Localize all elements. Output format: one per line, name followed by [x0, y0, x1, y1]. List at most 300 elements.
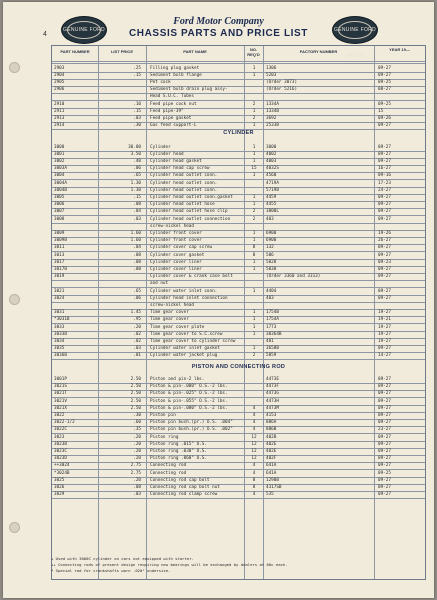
table-row: [52, 158, 425, 165]
cell-name: Cylinder cover liner: [150, 266, 202, 272]
cell-factory: 5859: [266, 353, 277, 359]
cell-year: 09-27: [378, 413, 391, 418]
cell-factory: 2533B: [266, 123, 279, 129]
cell-pn: 3003A: [54, 166, 67, 172]
table-row: [52, 108, 425, 115]
col-header-list-price: LIST PRICE: [110, 49, 133, 54]
cell-factory: 132: [266, 245, 274, 251]
cell-name: Sediment bulb drain plug assy-: [150, 87, 228, 93]
table-row: [52, 426, 425, 433]
cell-qty: 8: [252, 252, 256, 258]
cell-qty: 1: [252, 123, 256, 129]
cell-factory: 4473F: [266, 384, 279, 390]
cell-year: 19-27: [378, 310, 391, 316]
cell-name: Cylinder front cover: [150, 238, 202, 244]
section-title-cylinder: CYLINDER: [223, 130, 254, 136]
cell-year: 09-27: [378, 463, 391, 469]
cell-price: .08: [133, 259, 141, 265]
table-row: [52, 223, 425, 230]
cell-name: Cylinder head outlet conn.: [150, 187, 218, 193]
cell-price: .65: [133, 288, 141, 294]
cell-name: Piston ring .015" O.S.: [150, 441, 207, 447]
cell-pn: 3021S: [54, 384, 67, 390]
table-row: [52, 165, 425, 172]
table-row: [52, 345, 425, 352]
cell-year: 09-27: [378, 441, 391, 447]
cell-name: Feed pipe-39": [150, 108, 184, 114]
cell-pn: 3035: [54, 346, 65, 352]
cell-price: .03: [133, 346, 141, 352]
cell-name: Piston pin bush.(pr.) O.S. .004": [150, 420, 233, 426]
cell-price: .20: [133, 449, 141, 454]
cell-pn: 3023C: [54, 449, 67, 454]
cell-factory: 1773: [266, 324, 277, 330]
cell-factory: 3658B: [266, 346, 279, 352]
table-row: [52, 295, 425, 302]
cell-pn: 3001P: [54, 377, 67, 382]
table-row: [52, 230, 425, 237]
cell-qty: 1: [252, 331, 256, 337]
cell-pn: 3007: [54, 209, 65, 215]
cell-qty: 2: [252, 101, 256, 107]
cell-pn: 3021V: [54, 398, 67, 404]
col-header-no-reqd: NO. REQ'D: [247, 47, 260, 57]
cell-pn: 3023B: [54, 441, 67, 447]
cell-factory: 402F: [266, 456, 277, 462]
cell-year: 09-27: [378, 391, 391, 397]
cell-pn: 3008: [54, 216, 65, 222]
cell-year: 09-27: [378, 295, 391, 301]
cell-price: .95: [133, 317, 141, 323]
cell-factory: 641A: [266, 463, 277, 469]
cell-price: .20: [133, 441, 141, 447]
cell-year: 09-25: [378, 470, 391, 476]
cell-price: 2.50: [130, 405, 141, 411]
cell-factory: 4473H: [266, 398, 279, 404]
cell-price: 2.50: [130, 398, 141, 404]
cell-pn: 2913: [54, 115, 65, 121]
cell-pn: *3024B: [54, 470, 70, 476]
table-row: [52, 237, 425, 244]
table-row: [52, 79, 425, 86]
cell-name: Head S.U.C. Tubes: [150, 94, 194, 100]
cell-qty: 8: [252, 245, 256, 251]
genuine-ford-parts-seal-right: GENUINE FORD PARTS: [332, 16, 378, 44]
cell-qty: 1: [252, 173, 256, 179]
cell-factory: 1334B: [266, 108, 279, 114]
cell-price: .15: [133, 72, 141, 78]
footnote: * Special rod for crankshafts worn .020" undersize.: [51, 568, 171, 573]
cell-factory: (Order 5216): [266, 87, 298, 93]
table-row: [52, 180, 425, 187]
table-row: [52, 462, 425, 469]
cell-price: 2.50: [130, 377, 141, 382]
cell-year: 09-27: [378, 434, 391, 440]
page-number: 4: [43, 31, 47, 38]
cell-qty: 2: [252, 216, 256, 222]
cell-pn: 2903: [54, 65, 65, 71]
cell-factory: 5719B: [266, 187, 279, 193]
cell-year: 09-27: [378, 245, 391, 251]
cell-year: 09-27: [378, 216, 391, 222]
cell-year: 09-27: [378, 202, 391, 208]
cell-pn: *3031B: [54, 317, 70, 323]
table-row: [52, 115, 425, 122]
cell-pn: 3004B: [54, 187, 67, 193]
cell-pn: 3029: [54, 492, 65, 498]
cell-pn: 3017B: [54, 266, 67, 272]
cell-name: Cylinder head inlet connection: [150, 295, 228, 301]
cell-pn: 3002: [54, 158, 65, 164]
cell-factory: 3692: [266, 115, 277, 121]
cell-pn: 3017: [54, 259, 65, 265]
cell-pn: 3009: [54, 230, 65, 236]
cell-name: Time gear cover to S.C.screw: [150, 331, 223, 337]
cell-price: .04: [133, 209, 141, 215]
cell-qty: 12: [251, 449, 257, 454]
cell-name: Gas feed support-L: [150, 123, 197, 129]
cell-price: .03: [133, 492, 141, 498]
cell-year: 14-27: [378, 353, 391, 359]
cell-pn: ++3024: [54, 463, 70, 469]
cell-name: Cylinder head outlet conn.gasket: [150, 194, 233, 200]
cell-pn: 3005: [54, 194, 65, 200]
punch-hole: [9, 294, 20, 305]
cell-year: 09-27: [378, 274, 391, 280]
cell-factory: 1754A: [266, 317, 279, 323]
cell-factory: 5030: [266, 266, 277, 272]
cell-price: 1.45: [130, 310, 141, 316]
cell-year: 09-16: [378, 173, 391, 179]
cell-price: .20: [133, 324, 141, 330]
cell-qty: 1: [252, 238, 256, 244]
table-row: [52, 477, 425, 484]
cell-year: 09-26: [378, 115, 391, 121]
table-row: [52, 419, 425, 426]
table-row: [52, 455, 425, 462]
cell-factory: 481: [266, 338, 274, 344]
cell-pn: 3021X: [54, 405, 67, 411]
cell-qty: 1: [252, 151, 256, 157]
cell-name: screw-nickel head: [150, 302, 194, 308]
cell-year: 09-27: [378, 266, 391, 272]
cell-name: Cylinder head outlet conn.: [150, 180, 218, 186]
cell-price: .01: [133, 353, 141, 359]
cell-name: Time gear cover to cylinder screw: [150, 338, 236, 344]
cell-name: Sediment bulb flange: [150, 72, 202, 78]
cell-pn: 3001: [54, 151, 65, 157]
cell-year: 09-27: [378, 151, 391, 157]
cell-qty: 4: [252, 470, 256, 476]
cell-qty: 1: [252, 317, 256, 323]
cell-pn: 3006: [54, 202, 65, 208]
cell-year: 09-27: [378, 288, 391, 294]
cell-pn: 3004A: [54, 180, 67, 186]
cell-name: Cylinder cover & crank case bolt: [150, 274, 233, 280]
cell-pn: 3022C: [54, 427, 67, 433]
table-row: [52, 273, 425, 280]
cell-qty: 4: [252, 420, 256, 426]
cell-year: 09-27: [378, 456, 391, 462]
cell-factory: 1306: [266, 65, 277, 71]
cell-factory: 1754B: [266, 310, 279, 316]
cell-name: and nut: [150, 281, 169, 287]
table-row: [52, 172, 425, 179]
cell-factory: 641A: [266, 470, 277, 476]
cell-pn: 3004: [54, 173, 65, 179]
cell-factory: (Order 3073): [266, 79, 298, 85]
cell-qty: 4: [252, 492, 256, 498]
cell-qty: 15: [251, 166, 257, 172]
cell-factory: 1290B: [266, 477, 279, 483]
cell-name: Cylinder head: [150, 151, 184, 157]
cell-year: 09-27: [378, 144, 391, 150]
cell-qty: 2: [252, 209, 256, 215]
cell-year: 09-27: [378, 449, 391, 454]
cell-pn: 3024: [54, 295, 65, 301]
cell-price: .06: [133, 295, 141, 301]
table-row: [52, 259, 425, 266]
cell-pn: 3022-1/2: [54, 420, 75, 426]
cell-name: screw-nickel head: [150, 223, 194, 229]
cell-year: 23-27: [378, 427, 391, 433]
cell-year: 09-27: [378, 346, 391, 352]
cell-pn: 3033B: [54, 331, 67, 337]
cell-year: 24-27: [378, 187, 391, 193]
table-row: [52, 280, 425, 287]
cell-year: 26-27: [378, 238, 391, 244]
table-row: [52, 316, 425, 323]
punch-hole: [9, 522, 20, 533]
cell-pn: 3036B: [54, 353, 67, 359]
cell-pn: 3000: [54, 144, 65, 150]
table-row: [52, 93, 425, 100]
cell-name: Cylinder front cover: [150, 230, 202, 236]
cell-pn: 3009B: [54, 238, 67, 244]
cell-factory: 5203: [266, 72, 277, 78]
table-row: [52, 151, 425, 158]
table-row: [52, 216, 425, 223]
table-row: [52, 208, 425, 215]
cell-price: .08: [133, 485, 141, 490]
table-row: [52, 244, 425, 251]
col-header-part-number: PART NUMBER: [60, 49, 90, 54]
cell-qty: 2: [252, 353, 256, 359]
cell-qty: 1: [252, 65, 256, 71]
cell-name: Piston & pin-.025" O.S.-2 lbs.: [150, 391, 228, 397]
table-row: [52, 324, 425, 331]
cell-qty: 1: [252, 194, 256, 200]
cell-name: Cylinder: [150, 144, 171, 150]
cell-factory: 4459: [266, 194, 277, 200]
cell-year: 09-23: [378, 259, 391, 265]
cell-factory: 6900: [266, 238, 277, 244]
cell-price: .20: [133, 434, 141, 440]
cell-pn: 2911: [54, 108, 65, 114]
table-row: [52, 309, 425, 316]
cell-factory: 4404: [266, 288, 277, 294]
cell-year: 08-27: [378, 87, 391, 93]
table-row: [52, 331, 425, 338]
cell-price: .30: [133, 413, 141, 418]
cell-name: Feed pipe cock nut: [150, 101, 197, 107]
cell-price: .08: [133, 252, 141, 258]
cell-price: 2.50: [130, 391, 141, 397]
table-row: [52, 122, 425, 129]
cell-factory: 4560: [266, 173, 277, 179]
cell-year: 19-27: [378, 331, 391, 337]
cell-year: 09-27: [378, 65, 391, 71]
table-row: [52, 338, 425, 345]
cell-qty: 12: [251, 456, 257, 462]
cell-year: 09-27: [378, 252, 391, 258]
cell-name: Time gear cover: [150, 310, 189, 316]
table-row: [52, 390, 425, 397]
cell-name: Cylinder cover liner: [150, 259, 202, 265]
cell-name: Cylinder head outlet connection: [150, 216, 231, 222]
table-row: [52, 405, 425, 412]
cell-factory: 5028: [266, 259, 277, 265]
cell-price: .20: [133, 477, 141, 483]
cell-price: 2.50: [130, 384, 141, 390]
cell-factory: 4153: [266, 413, 277, 418]
cell-price: 1.30: [130, 187, 141, 193]
table-row: [52, 194, 425, 201]
col-header-year: YEAR 19—: [389, 47, 410, 52]
cell-year: 09-25: [378, 101, 391, 107]
parts-table: [51, 45, 426, 580]
cell-year: 09-27: [378, 377, 391, 382]
section-title-piston: PISTON AND CONNECTING ROD: [191, 364, 286, 370]
table-row: [52, 144, 425, 151]
cell-qty: 1: [252, 202, 256, 208]
punch-hole: [9, 62, 20, 73]
cell-name: Connecting rod: [150, 463, 187, 469]
cell-qty: 8: [252, 477, 256, 483]
cell-name: Cylinder cover gasket: [150, 252, 205, 258]
cell-name: Connecting rod: [150, 470, 187, 476]
cell-qty: 12: [251, 434, 257, 440]
table-row: [52, 491, 425, 498]
cell-price: .35: [133, 427, 141, 433]
cell-pn: 2914: [54, 123, 65, 129]
cell-qty: 4: [252, 463, 256, 469]
cell-name: Piston and pin-2 lbs.: [150, 377, 205, 382]
cell-pn: 3025: [54, 477, 65, 483]
cell-name: Time gear cover: [150, 317, 189, 323]
cell-name: Feed pipe gasket: [150, 115, 192, 121]
cell-name: Cylinder head outlet hose: [150, 202, 215, 208]
cell-price: .02: [133, 331, 141, 337]
cell-price: .03: [133, 216, 141, 222]
cell-pn: 3023: [54, 434, 65, 440]
cell-price: .25: [133, 65, 141, 71]
cell-factory: 4002: [266, 151, 277, 157]
cell-pn: 3031: [54, 310, 65, 316]
cell-qty: 12: [251, 441, 257, 447]
table-row: [52, 376, 425, 383]
cell-year: 09-27: [378, 405, 391, 411]
cell-pn: 2906: [54, 87, 65, 93]
cell-year: 16-27: [378, 166, 391, 172]
cell-factory: 6900: [266, 230, 277, 236]
cell-factory: 886A: [266, 420, 277, 426]
cell-year: 09-27: [378, 158, 391, 164]
col-header-part-name: PART NAME: [183, 49, 207, 54]
cell-name: Cylinder water inlet gasket: [150, 346, 220, 352]
table-row: [52, 398, 425, 405]
table-row: [52, 266, 425, 273]
cell-price: 30.00: [128, 144, 141, 150]
cell-name: Cylinder water jacket plug: [150, 353, 218, 359]
table-row: [52, 187, 425, 194]
cell-name: Pet cock: [150, 79, 171, 85]
page-title: CHASSIS PARTS AND PRICE LIST: [128, 28, 309, 39]
table-row: [52, 201, 425, 208]
cell-factory: 4473G: [266, 391, 279, 397]
price-list-page: [3, 2, 434, 598]
cell-factory: 403: [266, 295, 274, 301]
table-row: [52, 412, 425, 419]
cell-year: 09-27: [378, 209, 391, 215]
brand-name: Ford Motor Company: [173, 16, 264, 27]
genuine-ford-parts-seal-left: GENUINE FORD PARTS: [61, 16, 107, 44]
cell-year: 09-27: [378, 384, 391, 390]
cell-pn: 3021: [54, 288, 65, 294]
cell-year: 19-21: [378, 317, 391, 323]
cell-factory: 535: [266, 492, 274, 498]
cell-qty: 1: [252, 158, 256, 164]
cell-year: 15: [378, 108, 384, 114]
cell-price: 3.50: [130, 151, 141, 157]
cell-factory: 403: [266, 216, 274, 222]
cell-name: Cylinder head outlet hose clip: [150, 209, 228, 215]
cell-pn: 2910: [54, 101, 65, 107]
cell-factory: 4003: [266, 158, 277, 164]
cell-qty: 1: [252, 288, 256, 294]
cell-pn: 2905: [54, 79, 65, 85]
cell-factory: 886B: [266, 427, 277, 433]
cell-qty: 1: [252, 72, 256, 78]
cell-price: .15: [133, 108, 141, 114]
cell-price: .03: [133, 115, 141, 121]
cell-pn: 3011: [54, 245, 65, 251]
cell-factory: 3000: [266, 144, 277, 150]
cell-name: Piston ring: [150, 434, 179, 440]
cell-factory: 4317SB: [266, 485, 282, 490]
cell-year: 09-27: [378, 492, 391, 498]
cell-qty: 1: [252, 108, 256, 114]
table-row: [52, 86, 425, 93]
cell-name: Time gear cover plate: [150, 324, 205, 330]
cell-name: Piston pin: [150, 413, 176, 418]
cell-factory: 402E: [266, 449, 277, 454]
col-header-factory-number: FACTORY NUMBER: [299, 49, 338, 54]
cell-price: .02: [133, 338, 141, 344]
cell-pn: 3026: [54, 485, 65, 490]
cell-factory: 1334A: [266, 101, 279, 107]
cell-qty: 1: [252, 324, 256, 330]
cell-price: 2.75: [130, 463, 141, 469]
cell-qty: 1: [252, 266, 256, 272]
table-row: [52, 441, 425, 448]
cell-factory: (Order 3360 and 3313): [266, 274, 321, 280]
cell-year: 09-27: [378, 485, 391, 490]
cell-price: 2.75: [130, 470, 141, 476]
cell-factory: 4455: [266, 202, 277, 208]
table-row: [52, 434, 425, 441]
cell-price: .20: [133, 456, 141, 462]
